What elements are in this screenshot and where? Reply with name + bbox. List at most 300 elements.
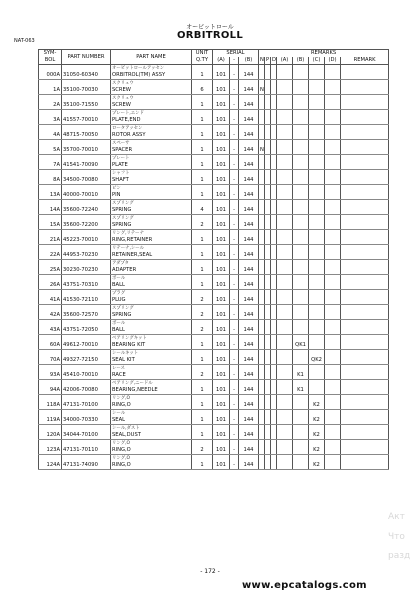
empty-cell: [325, 425, 341, 433]
remark-dd: [325, 462, 341, 470]
table-row-jp: [39, 110, 389, 118]
empty-cell: [293, 410, 309, 418]
serial-to: 144: [239, 72, 259, 80]
remark-a: [277, 327, 293, 335]
table-row-jp: [39, 65, 389, 73]
empty-cell: [309, 140, 325, 148]
serial-to: 144: [239, 252, 259, 260]
empty-cell: [325, 230, 341, 238]
document-code: NAT-063: [14, 38, 35, 44]
serial-dash: -: [230, 312, 239, 320]
table-row: [39, 372, 389, 380]
table-row: [39, 462, 389, 470]
part-name-jp: スクリュウ: [111, 95, 192, 103]
remark-dd: [325, 147, 341, 155]
empty-cell: [213, 425, 230, 433]
empty-cell: [192, 335, 213, 343]
serial-to: 144: [239, 132, 259, 140]
empty-cell: [341, 335, 389, 343]
table-row-jp: [39, 200, 389, 208]
table-row-jp: [39, 455, 389, 463]
empty-cell: [341, 140, 389, 148]
empty-cell: [39, 395, 62, 403]
table-row-jp: [39, 140, 389, 148]
part-name-jp: アダプタ: [111, 260, 192, 268]
table-row-jp: [39, 260, 389, 268]
remark-a: [277, 357, 293, 365]
table-header: [39, 50, 389, 65]
remark-a: [277, 312, 293, 320]
remark-c: [309, 237, 325, 245]
remark-a: [277, 252, 293, 260]
serial-to: 144: [239, 222, 259, 230]
serial-dash: -: [230, 282, 239, 290]
serial-to: 144: [239, 372, 259, 380]
remark-b: [293, 132, 309, 140]
empty-cell: [325, 155, 341, 163]
part-sym: 70A: [39, 357, 62, 365]
remark-text: [341, 132, 389, 140]
serial-to: 144: [239, 342, 259, 350]
serial-dash: -: [230, 327, 239, 335]
serial-to: 144: [239, 267, 259, 275]
empty-cell: [309, 380, 325, 388]
serial-to: 144: [239, 447, 259, 455]
part-name: SEAL,DUST: [111, 432, 192, 440]
serial-dash: -: [230, 417, 239, 425]
table-row: [39, 207, 389, 215]
empty-cell: [239, 380, 259, 388]
remark-dd: [325, 252, 341, 260]
remark-text: [341, 327, 389, 335]
empty-cell: [213, 380, 230, 388]
empty-cell: [239, 320, 259, 328]
empty-cell: [192, 305, 213, 313]
remark-b: [293, 297, 309, 305]
empty-cell: [192, 185, 213, 193]
empty-cell: [230, 335, 239, 343]
empty-cell: [230, 140, 239, 148]
empty-cell: [293, 350, 309, 358]
empty-cell: [309, 320, 325, 328]
table-row: [39, 162, 389, 170]
ghost-text-1: Акт: [388, 512, 405, 522]
serial-dash: -: [230, 342, 239, 350]
table-row: [39, 432, 389, 440]
remark-a: [277, 432, 293, 440]
empty-cell: [192, 320, 213, 328]
header-remark-c: (C): [309, 57, 325, 65]
part-sym: 3A: [39, 117, 62, 125]
serial-to: 144: [239, 402, 259, 410]
part-sym: 2A: [39, 102, 62, 110]
empty-cell: [277, 410, 293, 418]
empty-cell: [213, 440, 230, 448]
empty-cell: [277, 170, 293, 178]
empty-cell: [293, 125, 309, 133]
part-number: 44953-70230: [62, 252, 111, 260]
header-serial-dash: -: [230, 57, 239, 65]
part-number: 31050-60340: [62, 72, 111, 80]
part-name: RING,O: [111, 447, 192, 455]
remark-a: [277, 117, 293, 125]
table-row-jp: [39, 395, 389, 403]
empty-cell: [293, 335, 309, 343]
empty-cell: [62, 185, 111, 193]
empty-cell: [62, 380, 111, 388]
remark-a: [277, 387, 293, 395]
empty-cell: [277, 320, 293, 328]
remark-text: [341, 252, 389, 260]
empty-cell: [341, 365, 389, 373]
part-name-jp: リング,O: [111, 440, 192, 448]
header-remark-p: P: [266, 57, 270, 63]
empty-cell: [309, 200, 325, 208]
empty-cell: [62, 110, 111, 118]
table-row-jp: [39, 125, 389, 133]
remark-b: [293, 327, 309, 335]
empty-cell: [239, 275, 259, 283]
empty-cell: [213, 455, 230, 463]
remark-text: [341, 342, 389, 350]
empty-cell: [277, 290, 293, 298]
empty-cell: [213, 245, 230, 253]
empty-cell: [39, 140, 62, 148]
table-row: [39, 282, 389, 290]
part-name: RETAINER,SEAL: [111, 252, 192, 260]
part-name: BALL: [111, 327, 192, 335]
table-row-jp: [39, 245, 389, 253]
remark-c: K2: [309, 417, 325, 425]
table-row-jp: [39, 290, 389, 298]
remark-c: [309, 252, 325, 260]
remark-text: [341, 282, 389, 290]
remark-text: [341, 372, 389, 380]
part-sym: 1A: [39, 87, 62, 95]
serial-from: 101: [213, 147, 230, 155]
empty-cell: [293, 140, 309, 148]
empty-cell: [293, 245, 309, 253]
part-qty: 1: [192, 417, 213, 425]
part-number: 34500-70080: [62, 177, 111, 185]
serial-dash: -: [230, 402, 239, 410]
part-number: 41557-70010: [62, 117, 111, 125]
serial-from: 101: [213, 192, 230, 200]
empty-cell: [293, 230, 309, 238]
empty-cell: [192, 260, 213, 268]
remark-c: [309, 312, 325, 320]
serial-from: 101: [213, 267, 230, 275]
part-name: BEARING KIT: [111, 342, 192, 350]
part-name: RACE: [111, 372, 192, 380]
empty-cell: [230, 65, 239, 73]
serial-to: 144: [239, 207, 259, 215]
empty-cell: [325, 275, 341, 283]
serial-to: 144: [239, 297, 259, 305]
serial-dash: -: [230, 147, 239, 155]
part-name-jp: シャフト: [111, 170, 192, 178]
part-name-jp: シールキット: [111, 350, 192, 358]
empty-cell: [39, 65, 62, 73]
empty-cell: [341, 245, 389, 253]
serial-from: 101: [213, 342, 230, 350]
remark-text: [341, 357, 389, 365]
empty-cell: [277, 245, 293, 253]
empty-cell: [341, 290, 389, 298]
remark-a: [277, 147, 293, 155]
empty-cell: [341, 95, 389, 103]
table-row: [39, 87, 389, 95]
empty-cell: [309, 455, 325, 463]
empty-cell: [341, 170, 389, 178]
header-qty: Q.TY: [192, 57, 213, 65]
part-sym: 14A: [39, 207, 62, 215]
table-row: [39, 297, 389, 305]
empty-cell: [309, 125, 325, 133]
empty-cell: [62, 425, 111, 433]
empty-cell: [62, 440, 111, 448]
empty-cell: [277, 140, 293, 148]
part-name-jp: ベアリング,ニードル: [111, 380, 192, 388]
empty-cell: [341, 125, 389, 133]
empty-cell: [239, 440, 259, 448]
remark-b: QK1: [293, 342, 309, 350]
part-name: RING,RETAINER: [111, 237, 192, 245]
remark-b: [293, 432, 309, 440]
empty-cell: [325, 185, 341, 193]
remark-dd: [325, 102, 341, 110]
part-name-jp: リテーナ,シール: [111, 245, 192, 253]
empty-cell: [239, 260, 259, 268]
part-number: 48715-70050: [62, 132, 111, 140]
part-group: [39, 425, 389, 470]
empty-cell: [230, 80, 239, 88]
table-row-jp: [39, 155, 389, 163]
empty-cell: [239, 350, 259, 358]
part-name-jp: レース: [111, 365, 192, 373]
serial-dash: -: [230, 372, 239, 380]
part-name-jp: スプリング: [111, 200, 192, 208]
empty-cell: [341, 395, 389, 403]
remark-c: [309, 342, 325, 350]
part-qty: 2: [192, 312, 213, 320]
table-row-jp: [39, 170, 389, 178]
serial-dash: -: [230, 357, 239, 365]
part-number: 35600-72240: [62, 207, 111, 215]
empty-cell: [230, 110, 239, 118]
empty-cell: [277, 275, 293, 283]
remark-b: [293, 87, 309, 95]
empty-cell: [230, 95, 239, 103]
part-name: SCREW: [111, 102, 192, 110]
header-serial: SERIAL: [213, 50, 259, 58]
table-row-jp: [39, 425, 389, 433]
table-row-jp: [39, 365, 389, 373]
remark-a: [277, 72, 293, 80]
part-qty: 1: [192, 147, 213, 155]
empty-cell: [341, 275, 389, 283]
part-name: SEAL KIT: [111, 357, 192, 365]
serial-to: 144: [239, 177, 259, 185]
table-row: [39, 237, 389, 245]
empty-cell: [39, 200, 62, 208]
part-name: ADAPTER: [111, 267, 192, 275]
table-row-jp: [39, 320, 389, 328]
part-name: PIN: [111, 192, 192, 200]
part-sym: 93A: [39, 372, 62, 380]
empty-cell: [293, 305, 309, 313]
remark-b: [293, 267, 309, 275]
empty-cell: [213, 230, 230, 238]
empty-cell: [192, 155, 213, 163]
remark-text: [341, 312, 389, 320]
part-name-jp: リング,O: [111, 395, 192, 403]
part-qty: 1: [192, 132, 213, 140]
table-row-jp: [39, 95, 389, 103]
empty-cell: [277, 230, 293, 238]
remark-dd: [325, 222, 341, 230]
remark-c: [309, 72, 325, 80]
part-sym: 26A: [39, 282, 62, 290]
empty-cell: [293, 185, 309, 193]
part-number: 35100-70030: [62, 87, 111, 95]
table-row: [39, 402, 389, 410]
empty-cell: [213, 65, 230, 73]
empty-cell: [341, 215, 389, 223]
serial-from: 101: [213, 417, 230, 425]
empty-cell: [325, 200, 341, 208]
empty-cell: [230, 215, 239, 223]
part-name-jp: リング,リテーナ: [111, 230, 192, 238]
remark-c: K2: [309, 402, 325, 410]
part-name-jp: スプリング: [111, 305, 192, 313]
table-row-jp: [39, 410, 389, 418]
empty-cell: [239, 125, 259, 133]
remark-c: [309, 387, 325, 395]
part-name-jp: スプリング: [111, 215, 192, 223]
remark-dd: [325, 387, 341, 395]
serial-from: 101: [213, 252, 230, 260]
empty-cell: [309, 95, 325, 103]
table-row-jp: [39, 350, 389, 358]
empty-cell: [325, 380, 341, 388]
empty-cell: [325, 80, 341, 88]
part-number: 35600-72200: [62, 222, 111, 230]
page-title-japanese: オービットロール: [186, 24, 234, 31]
remark-dd: [325, 447, 341, 455]
part-number: 35600-72570: [62, 312, 111, 320]
remark-c: [309, 207, 325, 215]
empty-cell: [213, 125, 230, 133]
remark-dd: [325, 327, 341, 335]
empty-cell: [230, 455, 239, 463]
empty-cell: [277, 440, 293, 448]
part-name: PLATE,END: [111, 117, 192, 125]
part-sym: 000A: [39, 72, 62, 80]
part-name-jp: ロータアッセン: [111, 125, 192, 133]
empty-cell: [192, 125, 213, 133]
part-sym: 94A: [39, 387, 62, 395]
empty-cell: [39, 275, 62, 283]
empty-cell: [325, 245, 341, 253]
part-qty: 2: [192, 327, 213, 335]
empty-cell: [239, 455, 259, 463]
empty-cell: [230, 410, 239, 418]
remark-a: [277, 132, 293, 140]
part-qty: 1: [192, 342, 213, 350]
remark-b: [293, 357, 309, 365]
empty-cell: [293, 395, 309, 403]
remark-dd: [325, 402, 341, 410]
part-number: 42006-70080: [62, 387, 111, 395]
empty-cell: [325, 110, 341, 118]
serial-from: 101: [213, 222, 230, 230]
remark-c: [309, 177, 325, 185]
part-number: 41530-72110: [62, 297, 111, 305]
empty-cell: [309, 290, 325, 298]
empty-cell: [39, 380, 62, 388]
empty-cell: [230, 125, 239, 133]
table-row: [39, 387, 389, 395]
table-row: [39, 312, 389, 320]
empty-cell: [293, 320, 309, 328]
header-serial-a: (A): [213, 57, 230, 65]
empty-cell: [325, 320, 341, 328]
empty-cell: [230, 380, 239, 388]
empty-cell: [309, 170, 325, 178]
remark-c: [309, 192, 325, 200]
empty-cell: [192, 95, 213, 103]
empty-cell: [230, 440, 239, 448]
empty-cell: [39, 230, 62, 238]
empty-cell: [230, 350, 239, 358]
serial-from: 101: [213, 72, 230, 80]
empty-cell: [341, 350, 389, 358]
empty-cell: [341, 185, 389, 193]
part-qty: 2: [192, 222, 213, 230]
serial-to: 144: [239, 432, 259, 440]
empty-cell: [239, 65, 259, 73]
empty-cell: [277, 425, 293, 433]
header-remarks: REMARKS: [259, 50, 389, 58]
serial-to: 144: [239, 87, 259, 95]
remark-text: [341, 417, 389, 425]
remark-a: [277, 282, 293, 290]
remark-dd: [325, 207, 341, 215]
remark-a: [277, 102, 293, 110]
empty-cell: [62, 230, 111, 238]
empty-cell: [325, 395, 341, 403]
part-number: 34044-70100: [62, 432, 111, 440]
empty-cell: [277, 200, 293, 208]
empty-cell: [62, 290, 111, 298]
empty-cell: [239, 410, 259, 418]
remark-dd: [325, 432, 341, 440]
empty-cell: [309, 410, 325, 418]
serial-from: 101: [213, 357, 230, 365]
serial-dash: -: [230, 387, 239, 395]
empty-cell: [293, 215, 309, 223]
serial-dash: -: [230, 132, 239, 140]
table-row: [39, 327, 389, 335]
empty-cell: [325, 215, 341, 223]
remark-b: [293, 252, 309, 260]
parts-table: [38, 49, 389, 470]
remark-dd: [325, 282, 341, 290]
serial-dash: -: [230, 87, 239, 95]
part-qty: 1: [192, 102, 213, 110]
header-remark-d: D: [272, 57, 277, 63]
